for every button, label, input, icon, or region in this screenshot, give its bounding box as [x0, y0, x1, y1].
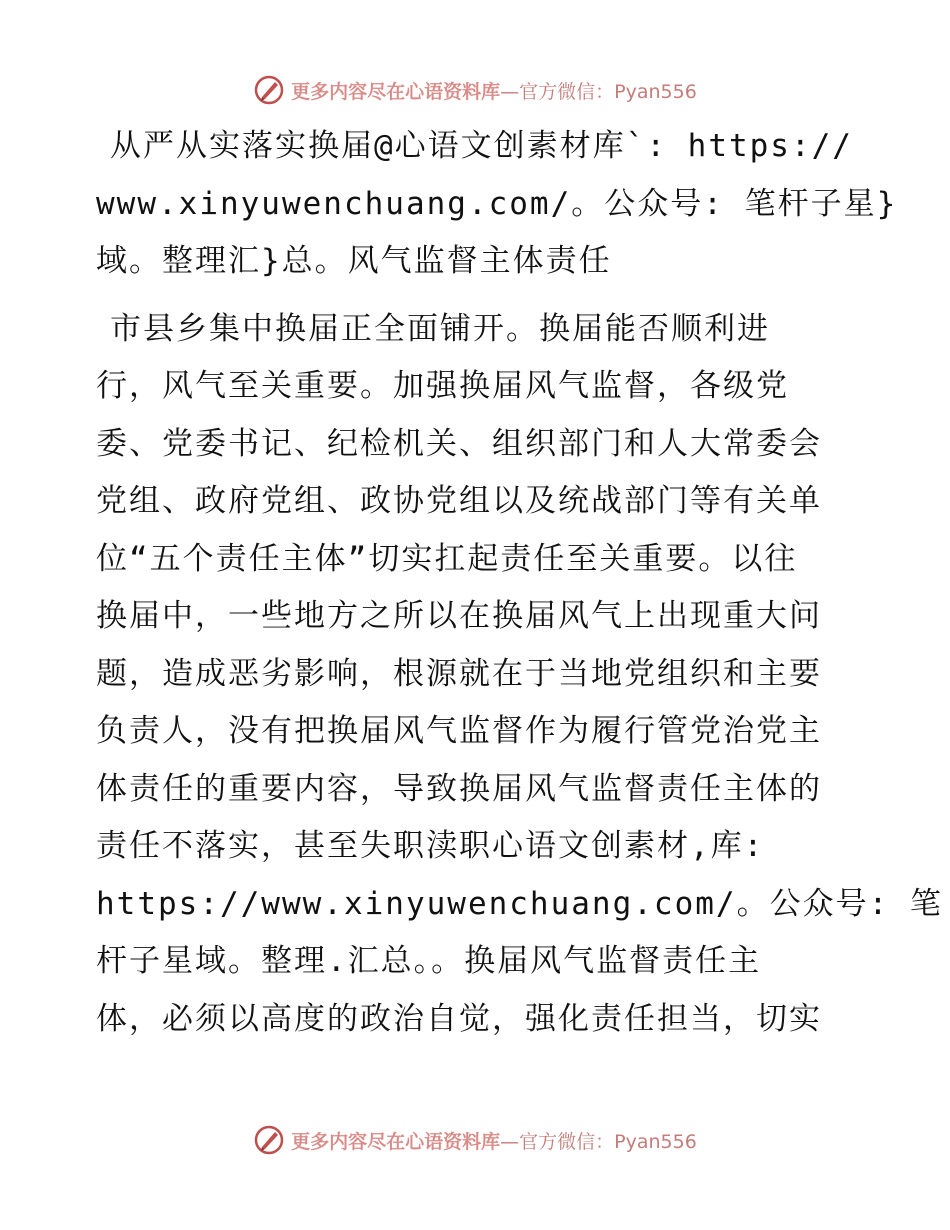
footer-banner-text: [291, 1127, 697, 1154]
document-body: [96, 118, 943, 1048]
text-line: 市县乡集中换届正全面铺开。换届能否顺利进: [110, 310, 770, 347]
paragraph-2: [96, 301, 943, 1049]
text-line: https://www.xinyuwenchuang.com/。公众号: 笔: [96, 885, 943, 922]
text-line: 域。整理汇}总。风气监督主体责任: [96, 243, 612, 279]
text-line: 责任不落实，甚至失职渎职心语文创素材,库:: [96, 828, 765, 864]
text-line: 杆子星域。整理.汇总。。换届风气监督责任主: [96, 943, 762, 979]
footer-banner: [0, 1120, 950, 1160]
header-banner-contact: —官方微信：Pyan556: [500, 80, 697, 103]
header-banner: [0, 70, 950, 110]
text-line: 位“五个责任主体”切实扛起责任至关重要。以往: [96, 540, 798, 577]
pen-logo-icon: [253, 74, 285, 106]
text-line: 党组、政府党组、政协党组以及统战部门等有关单: [96, 483, 822, 519]
text-line: 题，造成恶劣影响，根源就在于当地党组织和主要: [96, 655, 822, 692]
footer-banner-title: 更多内容尽在心语资料库: [291, 1130, 501, 1153]
text-line: www.xinyuwenchuang.com/。公众号: 笔杆子星}: [96, 185, 898, 222]
text-line: 行，风气至关重要。加强换届风气监督，各级党: [96, 368, 789, 404]
header-banner-text: [291, 77, 697, 104]
text-line: 体，必须以高度的政治自觉，强化责任担当，切实: [96, 1000, 822, 1037]
text-line: 换届中，一些地方之所以在换届风气上出现重大问: [96, 598, 822, 634]
pen-logo-icon: [253, 1124, 285, 1156]
footer-banner-contact: —官方微信：Pyan556: [500, 1130, 697, 1153]
text-line: 体责任的重要内容，导致换届风气监督责任主体的: [96, 770, 822, 807]
header-banner-title: 更多内容尽在心语资料库: [291, 80, 501, 103]
text-line: 委、党委书记、纪检机关、组织部门和人大常委会: [96, 425, 822, 462]
text-line: 从严从实落实换届@心语文创素材库`: https://: [110, 128, 853, 164]
text-line: 负责人，没有把换届风气监督作为履行管党治党主: [96, 713, 822, 749]
paragraph-1: [96, 118, 898, 291]
